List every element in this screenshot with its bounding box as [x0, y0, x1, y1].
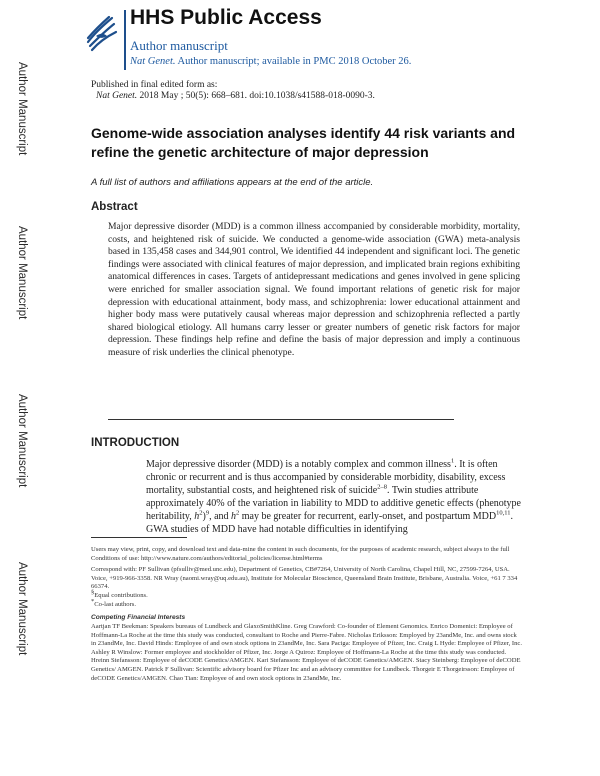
header-subtitle: Author manuscript: [130, 38, 228, 53]
intro-paragraph: [146, 458, 526, 536]
footnote-mark: *: [91, 597, 95, 605]
published-label: Published in final edited form as:: [91, 80, 218, 90]
intro-text: Major depressive disorder (MDD) is a notably complex and common illness: [146, 459, 451, 470]
side-label: Author Manuscript: [16, 562, 28, 656]
intro-text: . It is often chronic or recurrent and is thus accompanied by considerable morbidity, disability, excess mortality, substantial costs, and heightened risk of suicide: [146, 459, 506, 496]
journal-name: Nat Genet.: [130, 56, 176, 67]
intro-text: ): [202, 511, 206, 522]
exponent: 2: [236, 509, 240, 517]
side-label: Author Manuscript: [16, 394, 28, 488]
footnote-mark: §: [91, 588, 95, 596]
abstract-heading: Abstract: [91, 201, 138, 213]
article-title: Genome-wide association analyses identify 44 risk variants and refine the genetic architecture of major depression: [91, 125, 516, 160]
citation-ref: 9: [205, 509, 210, 517]
exponent: 2: [199, 509, 203, 517]
side-label: Author Manuscript: [16, 226, 28, 320]
footnote-text: Co-last authors.: [94, 601, 137, 608]
abstract-text: Major depressive disorder (MDD) is a common illness accompanied by considerable morbidity, mortality, costs, and heightened risk of suicide. We conducted a genome-wide association (GWA) meta-analysis based in 135,458 cases and 344,901 control, We identified 44 independent and significant loci. The genetic findings were associated with clinical features of major depression, and implicated brain regions exhibiting anatomical differences in cases. Targets of antidepressant medications and genes involved in gene splicing were enriched for smaller association signal. We found important relations of genetic risk for major depression with educational attainment, body mass, and schizophrenia: lower educational attainment and higher body mass were putatively causal whereas major depression and schizophrenia reflected a partly shared biological etiology. All humans carry lesser or greater numbers of genetic risk factors for major depression. These findings help refine and define the basis of major depression and imply a continuous measure of risk underlies the clinical phenotype.: [108, 221, 520, 358]
published-citation: [96, 91, 375, 101]
citation-text: 2018 May ; 50(5): 668–681. doi:10.1038/s41588-018-0090-3.: [139, 91, 375, 101]
authors-note: A full list of authors and affiliations appears at the end of the article.: [91, 177, 374, 188]
header-divider: [124, 10, 126, 70]
heritability-symbol: h: [231, 511, 237, 522]
citation-ref: 10,11: [496, 509, 511, 517]
intro-text: may be greater for recurrent, early-onset, and postpartum MDD: [239, 511, 497, 522]
colast-footnote: [91, 597, 523, 610]
competing-heading: [91, 614, 523, 623]
citation-ref: 1: [450, 457, 455, 465]
citation-ref: 2–8: [377, 483, 387, 491]
footnote-divider: [91, 537, 187, 538]
correspondence-footnote: Correspond with: PF Sullivan (pfsulliv@med.unc.edu), Department of Genetics, CB#7264, University of North Carolina, Chapel Hill, NC, 27599-7264, USA. Voice, +919-966-3358. NR Wray (naomi.wray@uq.edu.au), Institute for Molecular Bioscience, Queensland Brain Institute, Brisbane, Australia. Voice, +61 7 334 66374.: [91, 566, 518, 591]
intro-heading: INTRODUCTION: [91, 437, 180, 449]
hhs-eagle-icon: [82, 12, 118, 52]
footnote-text: Equal contributions.: [94, 592, 148, 599]
terms-footnote: Users may view, print, copy, and download text and data-mine the content in such documents, for the purposes of academic research, subject always to the full Conditions of use: http://www.nature.com/authors/editorial_policies/license.html#terms: [91, 546, 510, 562]
intro-text: . Twin studies attribute approximately 40% of the variation in liability to MDD to additive genetic effects (phenotype heritability,: [146, 485, 521, 522]
header-availability: [130, 56, 411, 67]
side-label: Author Manuscript: [16, 62, 28, 156]
intro-text: . GWA studies of MDD have had notable difficulties in identifying: [146, 511, 514, 535]
competing-interests: Aartjan TF Beekman: Speakers bureaus of Lundbeck and GlaxoSmithKline. Greg Crawford: Co-founder of Element Genomics. Enrico Domenici: Employee of Hoffmann-La Roche at the time this study was conducted, consultant to Roche and Pierre-Fabre. Nicholas Eriksson: Employed by 23andMe, Inc. and owns stock in 23andMe, Inc. David Hinds: Employee of and own stock options in 23andMe, Inc. Sara Paciga: Employee of Pfizer, Inc. Craig L Hyde: Employee of Pfizer, Inc. Ashley R Winslow: Former employee and stockholder of Pfizer, Inc. Jorge A Quiroz: Employee of Hoffmann-La Roche at the time this study was conducted. Hreinn Stefansson: Employee of deCODE Genetics/AMGEN. Kari Stefansson: Employee of deCODE Genetics/AMGEN. Stacy Steinberg: Employee of deCODE Genetics/ AMGEN. Patrick F Sullivan: Scientific advisory board for Pfizer Inc and an advisory committee for Lundbeck. Thorgeir E Thorgeirsson: Employee of deCODE Genetics/AMGEN. Chao Tian: Employee of and own stock options in 23andMe, Inc.: [91, 623, 523, 682]
published-journal: Nat Genet.: [96, 91, 138, 101]
header-title: HHS Public Access: [130, 6, 322, 29]
abstract-divider: [108, 419, 454, 420]
intro-text: , and: [209, 511, 232, 522]
equal-contrib-footnote: [91, 588, 523, 601]
availability-text: Author manuscript; available in PMC 2018 October 26.: [177, 56, 412, 67]
competing-heading-text: Competing Financial Interests: [91, 614, 186, 621]
heritability-symbol: h: [194, 511, 200, 522]
